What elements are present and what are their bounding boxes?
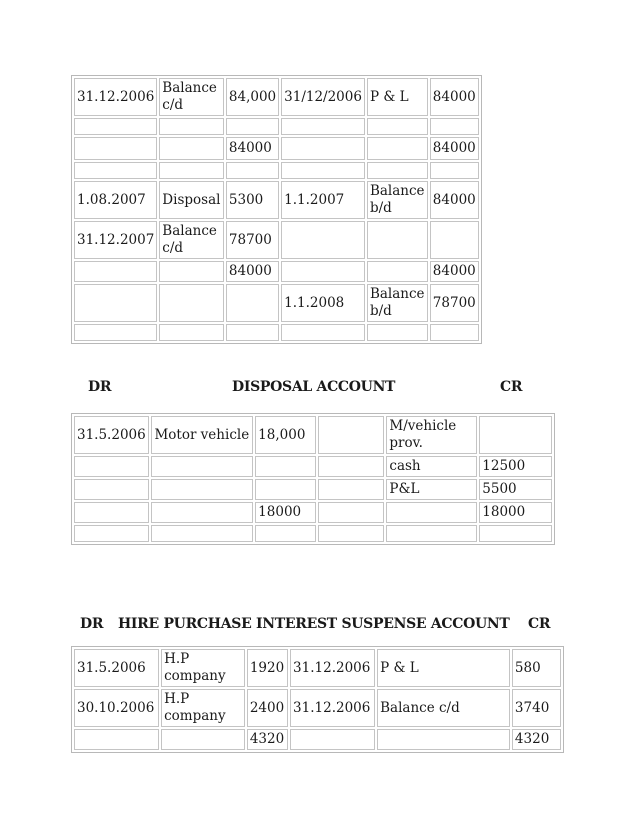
- ledger-cell: [281, 118, 365, 135]
- ledger-cell: [367, 137, 428, 160]
- ledger-cell: 1.1.2008: [281, 284, 365, 322]
- ledger-cell: 1920: [247, 649, 288, 687]
- ledger-cell: [74, 729, 159, 750]
- ledger-cell: [281, 162, 365, 179]
- ledger-cell: 31.12.2007: [74, 221, 157, 259]
- ledger-cell: Balance c/d: [377, 689, 510, 727]
- ledger-cell: [74, 324, 157, 341]
- ledger-cell: H.P company: [161, 649, 245, 687]
- ledger-row: [74, 456, 552, 477]
- ledger-row: [74, 324, 479, 341]
- ledger-cell: [318, 502, 385, 523]
- ledger-cell: [226, 118, 279, 135]
- ledger-cell: [430, 162, 479, 179]
- ledger-cell: 580: [512, 649, 561, 687]
- ledger-cell: [151, 525, 253, 542]
- hire-table-body: [74, 649, 561, 750]
- ledger-cell: P & L: [367, 78, 428, 116]
- hire-dr-label: DR: [80, 616, 104, 632]
- ledger-cell: [255, 456, 316, 477]
- ledger-cell: [151, 479, 253, 500]
- ledger-cell: 84000: [430, 261, 479, 282]
- ledger-cell: 31/12/2006: [281, 78, 365, 116]
- ledger-cell: [281, 324, 365, 341]
- ledger-row: [74, 479, 552, 500]
- ledger-row: [74, 181, 479, 219]
- ledger-cell: [159, 137, 224, 160]
- hire-purchase-table: [71, 646, 564, 753]
- ledger-cell: 31.5.2006: [74, 649, 159, 687]
- ledger-cell: [74, 284, 157, 322]
- ledger-cell: [151, 456, 253, 477]
- ledger-cell: 3740: [512, 689, 561, 727]
- ledger-table-1: [71, 75, 482, 344]
- ledger-cell: [386, 525, 477, 542]
- ledger-cell: [367, 221, 428, 259]
- ledger-cell: [255, 479, 316, 500]
- ledger-cell: [226, 162, 279, 179]
- ledger-cell: 84000: [226, 261, 279, 282]
- ledger-cell: [377, 729, 510, 750]
- ledger-table-1-body: [74, 78, 479, 341]
- ledger-cell: [367, 324, 428, 341]
- ledger-cell: [74, 162, 157, 179]
- hire-title: HIRE PURCHASE INTEREST SUSPENSE ACCOUNT: [118, 616, 510, 632]
- ledger-cell: [430, 221, 479, 259]
- ledger-cell: [226, 284, 279, 322]
- ledger-cell: [161, 729, 245, 750]
- ledger-cell: [159, 261, 224, 282]
- ledger-cell: [430, 118, 479, 135]
- ledger-cell: [367, 118, 428, 135]
- ledger-cell: [318, 525, 385, 542]
- ledger-cell: 5500: [479, 479, 552, 500]
- ledger-cell: 5300: [226, 181, 279, 219]
- ledger-cell: [367, 261, 428, 282]
- ledger-cell: [318, 416, 385, 454]
- ledger-cell: [281, 137, 365, 160]
- ledger-row: [74, 118, 479, 135]
- ledger-cell: 31.5.2006: [74, 416, 149, 454]
- ledger-row: [74, 284, 479, 322]
- ledger-cell: [159, 118, 224, 135]
- ledger-cell: 31.12.2006: [290, 649, 375, 687]
- ledger-row: [74, 689, 561, 727]
- ledger-cell: 18000: [255, 502, 316, 523]
- ledger-row: [74, 78, 479, 116]
- ledger-cell: H.P company: [161, 689, 245, 727]
- ledger-cell: 30.10.2006: [74, 689, 159, 727]
- ledger-cell: [74, 261, 157, 282]
- disposal-table-body: [74, 416, 552, 542]
- ledger-cell: [74, 118, 157, 135]
- ledger-cell: 1.08.2007: [74, 181, 157, 219]
- ledger-cell: Balance b/d: [367, 181, 428, 219]
- ledger-row: [74, 649, 561, 687]
- ledger-cell: 12500: [479, 456, 552, 477]
- ledger-cell: [159, 324, 224, 341]
- ledger-cell: 1.1.2007: [281, 181, 365, 219]
- disposal-title: DISPOSAL ACCOUNT: [232, 379, 396, 395]
- ledger-cell: 4320: [512, 729, 561, 750]
- ledger-row: [74, 261, 479, 282]
- ledger-cell: 4320: [247, 729, 288, 750]
- ledger-cell: [318, 456, 385, 477]
- disposal-cr-label: CR: [500, 379, 523, 395]
- ledger-cell: Balance c/d: [159, 221, 224, 259]
- ledger-cell: 84000: [226, 137, 279, 160]
- disposal-dr-label: DR: [88, 379, 112, 395]
- ledger-cell: 84000: [430, 181, 479, 219]
- ledger-cell: [479, 416, 552, 454]
- ledger-cell: [430, 324, 479, 341]
- ledger-cell: 31.12.2006: [74, 78, 157, 116]
- disposal-account-table: [71, 413, 555, 545]
- ledger-cell: [318, 479, 385, 500]
- ledger-cell: 31.12.2006: [290, 689, 375, 727]
- ledger-cell: 84000: [430, 137, 479, 160]
- ledger-cell: [74, 525, 149, 542]
- ledger-cell: [74, 502, 149, 523]
- ledger-cell: P & L: [377, 649, 510, 687]
- ledger-cell: [386, 502, 477, 523]
- ledger-cell: 84,000: [226, 78, 279, 116]
- ledger-cell: Balance b/d: [367, 284, 428, 322]
- ledger-cell: cash: [386, 456, 477, 477]
- ledger-cell: Motor vehicle: [151, 416, 253, 454]
- ledger-cell: 84000: [430, 78, 479, 116]
- ledger-cell: M/vehicle prov.: [386, 416, 477, 454]
- ledger-cell: [367, 162, 428, 179]
- ledger-cell: [281, 221, 365, 259]
- ledger-row: [74, 137, 479, 160]
- ledger-row: [74, 221, 479, 259]
- ledger-row: [74, 525, 552, 542]
- ledger-cell: P&L: [386, 479, 477, 500]
- ledger-cell: 18000: [479, 502, 552, 523]
- hire-cr-label: CR: [528, 616, 551, 632]
- ledger-cell: Balance c/d: [159, 78, 224, 116]
- ledger-cell: 78700: [226, 221, 279, 259]
- ledger-row: [74, 502, 552, 523]
- ledger-cell: [159, 284, 224, 322]
- ledger-cell: [290, 729, 375, 750]
- ledger-cell: [74, 479, 149, 500]
- ledger-row: [74, 729, 561, 750]
- ledger-cell: 2400: [247, 689, 288, 727]
- ledger-cell: [74, 137, 157, 160]
- ledger-cell: 78700: [430, 284, 479, 322]
- ledger-row: [74, 162, 479, 179]
- ledger-cell: Disposal: [159, 181, 224, 219]
- ledger-cell: [479, 525, 552, 542]
- ledger-cell: [159, 162, 224, 179]
- ledger-cell: [255, 525, 316, 542]
- ledger-row: [74, 416, 552, 454]
- ledger-cell: [151, 502, 253, 523]
- ledger-cell: [74, 456, 149, 477]
- ledger-cell: [226, 324, 279, 341]
- ledger-cell: 18,000: [255, 416, 316, 454]
- ledger-cell: [281, 261, 365, 282]
